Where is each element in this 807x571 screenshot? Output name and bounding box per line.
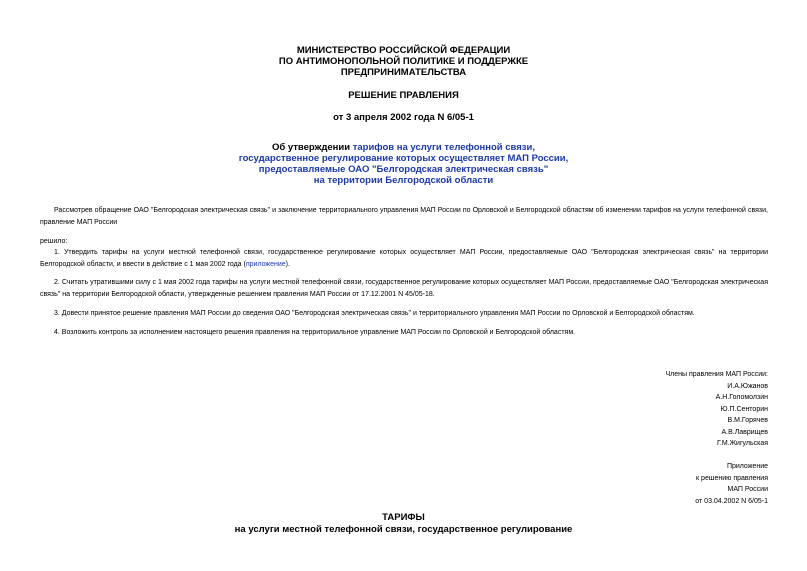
title-line-3: предоставляемые ОАО "Белгородская электрическая связь" xyxy=(258,164,549,175)
document-header xyxy=(0,45,807,78)
item-3-paragraph: 3. Довести принятое решение правления МАП России до сведения ОАО "Белгородская электрическая связь" и территориального управления МАП России по Орловской и Белгородской областям. xyxy=(54,310,695,317)
appendix-line-3: МАП России xyxy=(727,486,768,493)
title-line-4: на территории Белгородской области xyxy=(313,175,494,186)
signature-name: А.В.Лаврищев xyxy=(721,428,768,436)
ministry-line-1: МИНИСТЕРСТВО РОССИЙСКОЙ ФЕДЕРАЦИИ xyxy=(296,45,511,56)
appendix-link[interactable]: приложение xyxy=(245,260,286,268)
ministry-line-2: ПО АНТИМОНОПОЛЬНОЙ ПОЛИТИКЕ И ПОДДЕРЖКЕ xyxy=(278,56,529,67)
appendix-line-2: к решению правления xyxy=(696,474,768,482)
signature-name: В.М.Горячев xyxy=(727,417,768,424)
tariffs-heading: ТАРИФЫ xyxy=(382,512,425,523)
item-1-end: ). xyxy=(285,260,290,268)
signature-name: Ю.П.Сенторин xyxy=(720,405,768,413)
appendix-line-1: Приложение xyxy=(726,463,768,470)
signature-name: Г.М.Жигульская xyxy=(716,440,768,447)
decided-label: решило: xyxy=(40,238,68,245)
doc-type: РЕШЕНИЕ ПРАВЛЕНИЯ xyxy=(348,90,459,101)
signatures-heading: Члены правления МАП России: xyxy=(665,371,768,378)
intro-paragraph: Рассмотрев обращение ОАО "Белгородская электрическая связь" и заключение территориального управления МАП России по Орловской и Белгородской областям об изменении тарифов на услуги телефонной связи, правление МАП России xyxy=(40,207,768,226)
title-line-2: государственное регулирование которых осуществляет МАП России, xyxy=(238,153,569,164)
item-1-text: 1. Утвердить тарифы на услуги местной телефонной связи, государственное регулирование которых осуществляет МАП России, предоставляемые ОАО "Белгородская электрическая связь" на территории Белгородской области, и ввести в действие с 1 мая 2002 года ( xyxy=(40,249,768,268)
tariffs-subheading: на услуги местной телефонной связи, государственное регулирование xyxy=(234,524,573,535)
document-title xyxy=(0,142,807,186)
signature-name: А.Н.Голомолзин xyxy=(715,394,768,401)
title-tariffs-link[interactable]: тарифов на услуги телефонной связи, xyxy=(352,142,536,153)
doc-date: от 3 апреля 2002 года N 6/05-1 xyxy=(333,112,474,123)
signatures-block xyxy=(568,369,768,450)
appendix-line-4: от 03.04.2002 N 6/05-1 xyxy=(695,497,768,505)
ministry-line-3: ПРЕДПРИНИМАТЕЛЬСТВА xyxy=(340,67,467,78)
item-2-paragraph: 2. Считать утратившими силу с 1 мая 2002 года тарифы на услуги местной телефонной связи, государственное регулирование которых осуществляет МАП России, предоставляемые ОАО "Белгородская электрическая связь" на территории Белгородской области, утвержденные решением правления МАП России от 17.12.2001 N 45/05-18. xyxy=(40,279,768,298)
signature-name: И.А.Южанов xyxy=(727,382,768,390)
item-1-paragraph xyxy=(40,247,768,270)
appendix-block xyxy=(568,461,768,507)
item-4-paragraph: 4. Возложить контроль за исполнением настоящего решения правления на территориальное управление МАП России по Орловской и Белгородской областям. xyxy=(54,329,576,336)
title-prefix: Об утверждении xyxy=(271,142,353,153)
